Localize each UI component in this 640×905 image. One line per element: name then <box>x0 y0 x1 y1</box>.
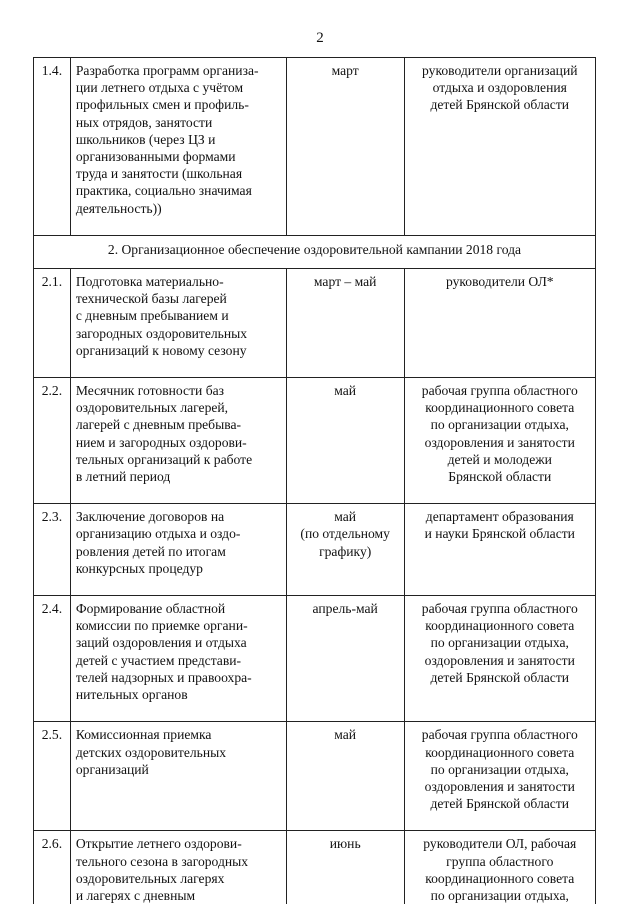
row-number: 1.4. <box>34 58 71 236</box>
row-responsible: рабочая группа областного координационного совета по организации отдыха, оздоровления и занятости детей Брянской области <box>404 722 595 831</box>
row-date: июнь <box>286 831 404 904</box>
row-date: март <box>286 58 404 236</box>
row-responsible: руководители ОЛ, рабочая группа областного координационного совета по организации отдыха, <box>404 831 595 904</box>
row-date: апрель-май <box>286 596 404 722</box>
row-responsible: рабочая группа областного координационного совета по организации отдыха, оздоровления и занятости детей и молодежи Брянской области <box>404 378 595 504</box>
table-row <box>34 831 596 904</box>
row-responsible: руководители ОЛ* <box>404 269 595 378</box>
table-row <box>34 58 596 236</box>
row-task: Месячник готовности баз оздоровительных лагерей, лагерей с дневным пребыва- нием и загородных оздорови- тельных организаций к работе в летний период <box>70 378 286 504</box>
row-date: май <box>286 378 404 504</box>
row-date: май <box>286 722 404 831</box>
row-number: 2.3. <box>34 504 71 596</box>
table-row <box>34 722 596 831</box>
section-title: 2. Организационное обеспечение оздоровительной кампании 2018 года <box>34 235 596 268</box>
row-task: Заключение договоров на организацию отдыха и оздо- ровления детей по итогам конкурсных процедур <box>70 504 286 596</box>
row-date: май (по отдельному графику) <box>286 504 404 596</box>
row-number: 2.5. <box>34 722 71 831</box>
row-responsible: департамент образования и науки Брянской области <box>404 504 595 596</box>
row-number: 2.1. <box>34 269 71 378</box>
table-row <box>34 269 596 378</box>
row-task: Открытие летнего оздорови- тельного сезона в загородных оздоровительных лагерях и лагерях с дневным <box>70 831 286 904</box>
table-row <box>34 378 596 504</box>
row-responsible: руководители организаций отдыха и оздоровления детей Брянской области <box>404 58 595 236</box>
row-task: Подготовка материально- технической базы лагерей с дневным пребыванием и загородных оздоровительных организаций к новому сезону <box>70 269 286 378</box>
row-date: март – май <box>286 269 404 378</box>
table-row <box>34 504 596 596</box>
section-header-row <box>34 235 596 268</box>
row-number: 2.6. <box>34 831 71 904</box>
table-row <box>34 596 596 722</box>
plan-table <box>33 57 596 904</box>
row-number: 2.4. <box>34 596 71 722</box>
row-task: Разработка программ организа- ции летнего отдыха с учётом профильных смен и профиль- ных отрядов, занятости школьников (через ЦЗ и организованными формами труда и занятости (школьная практика, социально значимая деятельность)) <box>70 58 286 236</box>
row-task: Комиссионная приемка детских оздоровительных организаций <box>70 722 286 831</box>
row-responsible: рабочая группа областного координационного совета по организации отдыха, оздоровления и занятости детей Брянской области <box>404 596 595 722</box>
row-number: 2.2. <box>34 378 71 504</box>
row-task: Формирование областной комиссии по приемке органи- заций оздоровления и отдыха детей с участием представи- телей надзорных и правоохра- нительных органов <box>70 596 286 722</box>
page-number: 2 <box>316 30 324 46</box>
